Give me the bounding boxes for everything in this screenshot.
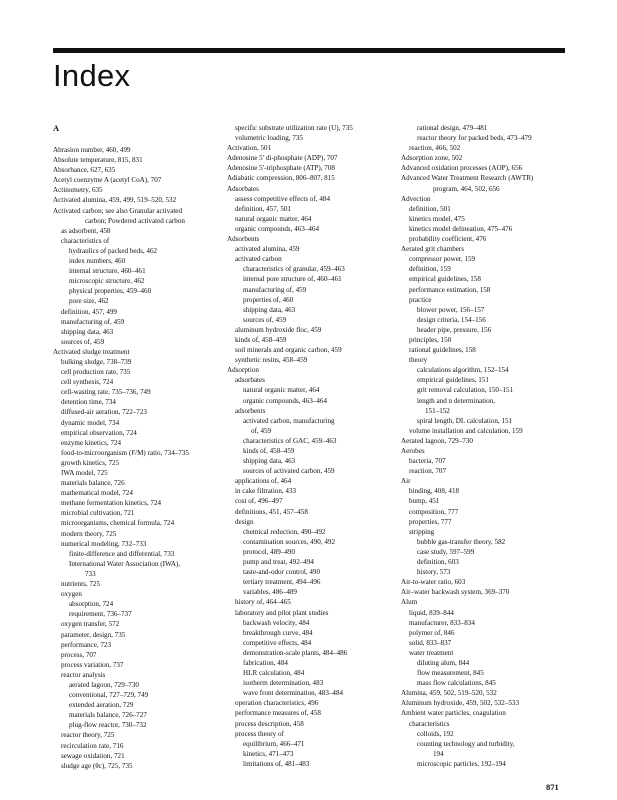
index-entry: Advanced Water Treatment Research (AWTR): [401, 174, 534, 183]
index-entry: history of, 464–465: [235, 598, 291, 607]
index-entry: Alum: [401, 598, 418, 607]
index-entry: history, 573: [417, 568, 451, 577]
index-entry: Air-to-water ratio, 603: [401, 578, 466, 587]
index-entry: program, 464, 502, 656: [433, 184, 500, 193]
index-entry: kinds of, 458–459: [235, 335, 287, 344]
index-entry: requirement, 736–737: [69, 610, 132, 619]
index-entry: sludge age (θc), 725, 735: [61, 761, 133, 770]
index-entry: reaction, 466, 502: [409, 144, 461, 153]
index-entry: binding, 408, 418: [409, 487, 460, 496]
index-entry: extended aeration, 729: [69, 701, 134, 710]
index-entry: spiral length, DL calculation, 151: [417, 416, 513, 425]
index-entry: kinds of, 458–459: [243, 447, 295, 455]
index-entry: protocol, 489–490: [243, 547, 296, 556]
index-entry: Absolute temperature, 815, 831: [53, 156, 143, 165]
index-entry: Ambient water particles, coagulation: [401, 709, 506, 718]
index-entry: kinetics, 471–473: [243, 749, 294, 758]
index-entry: finite-difference and differential, 733: [69, 549, 175, 558]
index-entry: flow measurement, 845: [417, 669, 484, 678]
index-entry: Advection: [401, 194, 431, 203]
index-entry: Activated carbon; see also Granular activated: [53, 206, 183, 215]
index-entry: dynamic model, 734: [61, 418, 120, 427]
index-entry: diffused-air aeration, 722–723: [61, 408, 147, 417]
index-entry: manufacturing of, 459: [61, 317, 125, 326]
index-entry: growth kinetics, 725: [61, 458, 120, 467]
index-entry: HLR calculation, 484: [243, 669, 305, 678]
index-entry: chemical reduction, 490–492: [243, 527, 326, 536]
index-entry: physical properties, 459–460: [69, 287, 152, 296]
index-entry: assess competitive effects of, 484: [235, 194, 331, 203]
index-entry: principles, 150: [409, 335, 452, 344]
index-entry: colloids, 192: [417, 729, 454, 738]
index-entry: in cake filtration, 433: [235, 487, 297, 496]
page-number: 871: [546, 782, 559, 792]
index-entry: definition, 457, 501: [235, 204, 291, 213]
index-entry: Advanced oxidation processes (AOP), 656: [401, 164, 523, 173]
index-entry: manufacturer, 833–834: [409, 618, 475, 627]
index-entry: Aerated lagoon, 729–730: [401, 436, 473, 445]
index-entry: variables, 486–489: [243, 588, 297, 597]
index-entry: specific substrate utilization rate (U), 735: [235, 124, 353, 132]
index-entry: taste-and-odor control, 490: [243, 568, 321, 577]
index-entry: properties, 777: [409, 517, 452, 526]
index-entry: conventional, 727–729, 749: [69, 691, 149, 700]
index-entry: organic compounds, 463–464: [235, 224, 319, 233]
index-entry: Aerobes: [401, 447, 425, 455]
index-entry: applications of, 464: [235, 477, 292, 486]
index-entry: enzyme kinetics, 724: [61, 438, 122, 447]
index-entry: stripping: [409, 527, 435, 536]
index-entry: natural organic matter, 464: [243, 386, 320, 395]
index-entry: reactor theory for packed beds, 473–479: [417, 134, 532, 143]
index-entry: aluminum hydroxide floc, 459: [235, 325, 322, 334]
index-entry: parameter, design, 735: [61, 630, 126, 639]
index-entry: Acetyl coenzyme A (acetyl CoA), 707: [53, 176, 162, 185]
index-entry: characteristics: [409, 719, 450, 728]
index-entry: characteristics of GAC, 459–463: [243, 436, 337, 445]
page-title: Index: [53, 58, 131, 93]
index-entry: reactor theory, 725: [61, 731, 115, 740]
index-entry: sewage oxidation, 721: [61, 751, 125, 760]
index-entry: index numbers, 460: [69, 257, 126, 266]
index-entry: adsorbents: [235, 406, 266, 415]
index-entry: as adsorbent, 458: [61, 226, 111, 235]
index-entry: kinetics model delineation, 475–476: [409, 224, 513, 233]
index-entry: pore size, 462: [69, 297, 109, 306]
index-entry: competitive effects, 484: [243, 638, 312, 647]
index-entry: microscopic particles, 192–194: [417, 759, 506, 768]
index-entry: composition, 777: [409, 507, 459, 516]
index-entry: performance estimation, 158: [409, 285, 491, 294]
index-entry: Aerated grit chambers: [401, 245, 465, 254]
index-entry: Adiabatic compression, 806–807, 815: [227, 174, 335, 183]
index-entry: empirical observation, 724: [61, 428, 137, 437]
index-column-2: [227, 123, 397, 769]
index-entry: reactor analysis: [61, 670, 106, 679]
index-column-1: [53, 123, 223, 771]
index-entry: aerated lagoon, 729–730: [69, 680, 139, 689]
index-entry: sources of, 459: [243, 315, 287, 324]
index-entry: process description, 458: [235, 719, 304, 728]
index-entry: empirical guidelines, 151: [417, 376, 489, 385]
index-entry: laboratory and pilot plant studies: [235, 608, 329, 617]
index-entry: microscopic structure, 462: [69, 277, 145, 286]
index-entry: bump, 451: [409, 497, 440, 506]
index-entry: mass flow calculations, 845: [417, 679, 496, 688]
index-entry: Adsorption: [227, 366, 259, 375]
index-entry: rational design, 479–481: [417, 124, 488, 132]
index-entry: diluting alum, 844: [417, 658, 470, 667]
index-entry: Aluminum hydroxide, 459, 502, 532–533: [401, 699, 520, 708]
index-entry: compressor power, 159: [409, 255, 476, 264]
index-entry: process, 707: [61, 650, 97, 659]
index-entry: modern theory, 725: [61, 529, 117, 538]
top-rule: [53, 48, 565, 53]
index-entry: oxygen: [61, 590, 82, 599]
index-entry: definition, 501: [409, 204, 451, 213]
index-entry: plug-flow reactor, 730–732: [69, 721, 147, 730]
index-entry: synthetic resins, 458–459: [235, 356, 308, 365]
index-entry: contamination sources, 490, 492: [243, 537, 336, 546]
index-entry: backwash velocity, 484: [243, 618, 310, 627]
index-entry: materials balance, 726–727: [69, 711, 147, 720]
index-entry: sources of, 459: [61, 337, 105, 346]
index-entry: length and n determination,: [417, 396, 496, 405]
index-entry: Adsorption zone, 502: [401, 154, 463, 163]
index-entry: shipping data, 463: [243, 457, 296, 466]
index-column-3: [401, 123, 571, 769]
index-entry: cell production rate, 735: [61, 368, 131, 377]
index-entry: definitions, 451, 457–458: [235, 507, 308, 516]
index-entry: Absorbance, 627, 635: [53, 166, 116, 175]
index-entry: internal pore structure of, 460–461: [243, 275, 342, 284]
index-entry: materials balance, 726: [61, 479, 125, 488]
index-entry: International Water Association (IWA),: [69, 559, 181, 568]
index-entry: Activated sludge treatment: [53, 347, 130, 356]
index-entry: natural organic matter, 464: [235, 214, 312, 223]
index-entry: activated carbon, manufacturing: [243, 416, 335, 425]
index-entry: detention time, 734: [61, 398, 116, 407]
index-entry: case study, 597–599: [417, 547, 475, 556]
index-entry: shipping data, 463: [61, 327, 114, 336]
index-entry: cell-wasting rate, 735–736, 749: [61, 388, 151, 397]
index-entry: solid, 833–837: [409, 638, 452, 647]
index-entry: liquid, 839–844: [409, 608, 454, 617]
index-entry: volume installation and calculation, 159: [409, 426, 523, 435]
index-entry: isotherm determination, 483: [243, 679, 324, 688]
section-letter: A: [53, 123, 60, 133]
index-entry: tertiary treatment, 494–496: [243, 578, 321, 587]
index-entry: adsorbates: [235, 376, 265, 385]
index-entry: recirculation rate, 716: [61, 741, 124, 750]
index-entry: oxygen transfer, 572: [61, 620, 120, 629]
index-entry: 733: [85, 569, 96, 578]
index-entry: 151–152: [425, 406, 450, 415]
index-entry: cost of, 496–497: [235, 497, 283, 506]
index-entry: IWA model, 725: [61, 469, 108, 477]
index-entry: Air–water backwash system, 369–370: [401, 588, 510, 597]
index-entry: mathematical model, 724: [61, 489, 133, 498]
index-entry: nutrients, 725: [61, 580, 101, 589]
index-entry: hydraulics of packed beds, 462: [69, 246, 158, 255]
index-entry: counting technology and turbidity,: [417, 739, 515, 748]
index-entry: demonstration-scale plants, 484–486: [243, 648, 348, 657]
index-entry: operation characteristics, 496: [235, 699, 319, 708]
index-entry: wave front determination, 483–484: [243, 689, 344, 698]
index-entry: numerical modeling, 732–733: [61, 539, 147, 548]
index-entry: microorganisms, chemical formula, 724: [61, 519, 175, 528]
index-entry: methane fermentation kinetics, 724: [61, 499, 162, 508]
index-entry: practice: [409, 295, 432, 304]
index-entry: fabrication, 484: [243, 658, 288, 667]
index-entry: microbial cultivation, 721: [61, 509, 135, 518]
index-entry: breakthrough curve, 484: [243, 628, 313, 637]
index-entry: Activation, 501: [227, 144, 272, 153]
index-entry: Abrasion number, 460, 499: [53, 146, 131, 154]
index-entry: water treatment: [409, 648, 454, 657]
index-entry: probability coefficient, 476: [409, 235, 487, 244]
index-entry: definition, 457, 499: [61, 307, 117, 316]
index-entry: Activated alumina, 459, 499, 519–520, 532: [53, 196, 177, 205]
index-entry: process theory of: [235, 729, 284, 738]
index-entry: properties of, 460: [243, 295, 294, 304]
index-entry: shipping data, 463: [243, 305, 296, 314]
index-entry: kinetics model, 475: [409, 214, 465, 223]
index-entry: Adenosine 5′-triphosphate (ATP), 708: [227, 164, 335, 173]
index-entry: calculations algorithm, 152–154: [417, 366, 509, 375]
index-entry: grit removal calculation, 150–151: [417, 386, 514, 395]
index-entry: characteristics of granular, 459–463: [243, 265, 345, 274]
index-entry: absorption, 724: [69, 600, 114, 609]
index-entry: bacteria, 707: [409, 457, 446, 466]
index-entry: cell synthesis, 724: [61, 378, 114, 387]
index-entry: soil minerals and organic carbon, 459: [235, 346, 342, 355]
index-entry: polymer of, 846: [409, 628, 455, 637]
index-entry: theory: [409, 356, 428, 365]
index-entry: internal structure, 460–461: [69, 267, 146, 276]
index-entry: Air: [401, 477, 411, 486]
index-entry: carbon; Powdered activated carbon: [85, 216, 185, 225]
index-entry: bulking sludge, 738–739: [61, 357, 132, 366]
index-entry: organic compounds, 463–464: [243, 396, 327, 405]
index-entry: Adsorbates: [227, 184, 259, 193]
index-entry: manufacturing of, 459: [243, 285, 307, 294]
index-entry: characteristics of: [61, 236, 110, 245]
index-entry: Adsorbents: [227, 235, 260, 244]
index-entry: volumetric loading, 735: [235, 134, 303, 143]
index-entry: definition, 159: [409, 265, 451, 274]
index-entry: Actinometry, 635: [53, 186, 103, 195]
index-entry: equilibrium, 466–471: [243, 739, 305, 748]
index-entry: header pipe, pressure, 156: [417, 325, 492, 334]
index-entry: Alumina, 459, 502, 519–520, 532: [401, 689, 497, 698]
index-entry: process variation, 737: [61, 660, 124, 669]
index-entry: performance measures of, 458: [235, 709, 321, 718]
index-entry: definition, 603: [417, 558, 459, 567]
index-entry: rational guidelines, 158: [409, 346, 476, 355]
index-entry: design criteria, 154–156: [417, 315, 486, 324]
index-entry: reaction, 707: [409, 467, 447, 476]
index-entry: empirical guidelines, 158: [409, 275, 481, 284]
index-entry: 194: [433, 749, 444, 758]
index-entry: limitations of, 481–483: [243, 759, 310, 768]
index-entry: activated alumina, 459: [235, 245, 300, 254]
index-entry: activated carbon: [235, 255, 282, 264]
index-entry: blower power, 156–157: [417, 305, 485, 314]
index-entry: food-to-microorganism (F/M) ratio, 734–735: [61, 448, 189, 457]
index-entry: of, 459: [251, 426, 272, 435]
index-entry: Adenosine 5′ di-phosphate (ADP), 707: [227, 154, 338, 163]
index-entry: design: [235, 517, 254, 526]
index-entry: bubble gas-transfer theory, 582: [417, 537, 506, 546]
index-entry: sources of activated carbon, 459: [243, 467, 335, 476]
index-entry: performance, 723: [61, 640, 112, 649]
index-entry: pump and treat, 492–494: [243, 558, 314, 567]
